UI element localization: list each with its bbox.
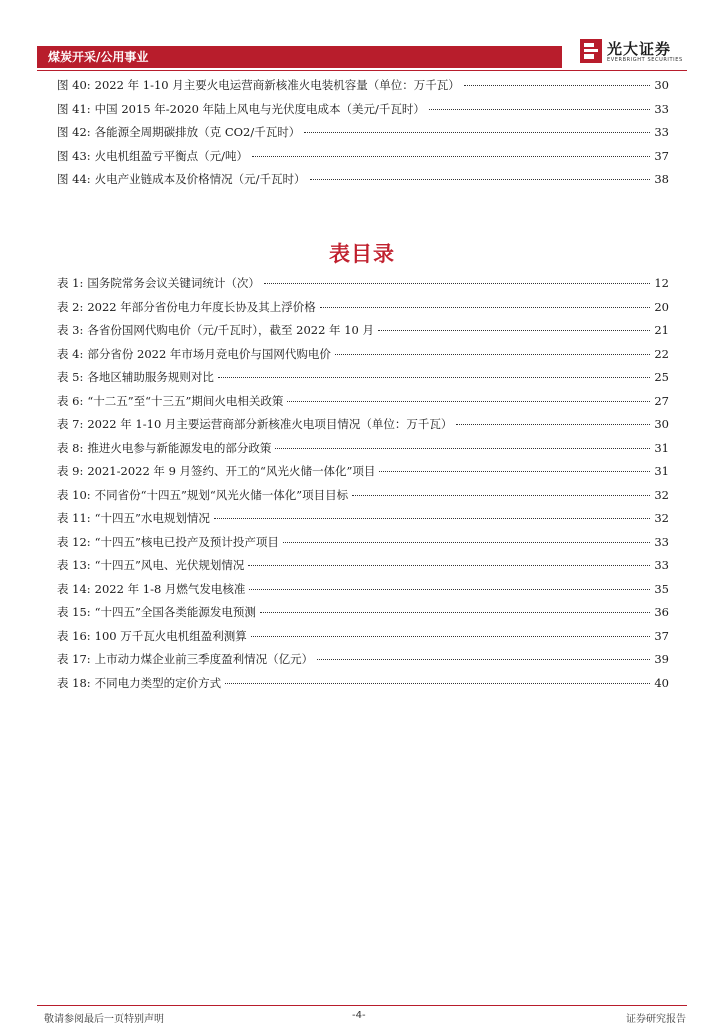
- entry-page: 38: [654, 172, 669, 186]
- entry-title: “十四五”风电、光伏规划情况: [94, 558, 245, 572]
- table-entry[interactable]: [57, 413, 669, 437]
- entry-label: 表 5:: [57, 370, 84, 384]
- table-entry[interactable]: [57, 507, 669, 531]
- entry-label: 表 9:: [57, 464, 84, 478]
- footer-report-type: 证券研究报告: [626, 1014, 686, 1025]
- table-entry[interactable]: [57, 437, 669, 461]
- entry-title: 中国 2015 年-2020 年陆上风电与光伏度电成本（美元/千瓦时）: [94, 101, 425, 116]
- entry-title: 100 万千瓦火电机组盈利测算: [94, 628, 247, 643]
- table-entry[interactable]: [57, 390, 669, 414]
- footer-disclaimer: 敬请参阅最后一页特别声明: [44, 1014, 164, 1025]
- dot-leader: [310, 179, 651, 180]
- entry-page: 25: [654, 370, 669, 384]
- entry-label: 表 15:: [57, 605, 91, 619]
- entry-title: 2022 年 1-10 月主要火电运营商新核准火电装机容量（单位：万千瓦）: [94, 78, 460, 92]
- entry-page: 39: [654, 652, 669, 666]
- entry-page: 32: [654, 487, 669, 502]
- table-entry[interactable]: [57, 272, 669, 296]
- entry-title: 2022 年部分省份电力年度长协及其上浮价格: [87, 299, 316, 314]
- dot-leader: [335, 354, 650, 355]
- entry-page: 33: [654, 534, 669, 549]
- dot-leader: [275, 448, 650, 449]
- table-entry[interactable]: [57, 578, 669, 602]
- entry-page: 40: [654, 675, 669, 690]
- table-entry[interactable]: [57, 554, 669, 578]
- entry-page: 37: [654, 148, 669, 163]
- logo-mark-icon: [579, 38, 603, 64]
- entry-page: 35: [654, 581, 669, 596]
- dot-leader: [214, 518, 650, 519]
- figure-entry[interactable]: [57, 74, 669, 98]
- entry-label: 表 11:: [57, 511, 91, 525]
- figure-entry[interactable]: [57, 168, 669, 192]
- entry-page: 33: [654, 125, 669, 139]
- table-entry[interactable]: [57, 296, 669, 320]
- entry-page: 31: [654, 464, 669, 478]
- entry-title: 国务院常务会议关键词统计（次）: [87, 276, 260, 290]
- entry-label: 表 8:: [57, 440, 84, 455]
- entry-label: 图 42:: [57, 125, 91, 139]
- figure-entry[interactable]: [57, 98, 669, 122]
- entry-title: 2022 年 1-10 月主要运营商部分新核准火电项目情况（单位：万千瓦）: [87, 417, 453, 431]
- tables-list: [57, 272, 669, 695]
- entry-label: 表 13:: [57, 558, 91, 572]
- dot-leader: [320, 307, 651, 308]
- dot-leader: [248, 565, 650, 566]
- dot-leader: [225, 683, 650, 684]
- entry-label: 图 41:: [57, 101, 91, 116]
- entry-page: 36: [654, 605, 669, 619]
- entry-title: 2022 年 1-8 月燃气发电核准: [94, 581, 246, 596]
- entry-label: 图 43:: [57, 148, 91, 163]
- entry-title: 2021-2022 年 9 月签约、开工的“风光火储一体化”项目: [87, 464, 376, 478]
- entry-title: “十四五”全国各类能源发电预测: [94, 605, 256, 619]
- entry-title: 火电机组盈亏平衡点（元/吨）: [94, 148, 249, 163]
- entry-label: 表 1:: [57, 276, 84, 290]
- entry-page: 30: [654, 417, 669, 431]
- dot-leader: [260, 612, 650, 613]
- entry-page: 33: [654, 558, 669, 572]
- tables-heading: 表目录: [329, 242, 395, 266]
- dot-leader: [456, 424, 650, 425]
- dot-leader: [249, 589, 650, 590]
- table-entry[interactable]: [57, 343, 669, 367]
- entry-title: “十四五”水电规划情况: [94, 511, 210, 525]
- page-number: -4-: [352, 1010, 366, 1021]
- footer-divider: [37, 1005, 687, 1006]
- table-entry[interactable]: [57, 460, 669, 484]
- entry-label: 表 18:: [57, 675, 91, 690]
- entry-label: 表 7:: [57, 417, 84, 431]
- entry-title: 部分省份 2022 年市场月竞电价与国网代购电价: [87, 346, 331, 361]
- dot-leader: [378, 330, 650, 331]
- dot-leader: [218, 377, 651, 378]
- entry-page: 33: [654, 101, 669, 116]
- entry-page: 12: [654, 276, 669, 290]
- entry-label: 图 44:: [57, 172, 91, 186]
- entry-page: 32: [654, 511, 669, 525]
- entry-page: 30: [654, 78, 669, 92]
- entry-title: “十四五”核电已投产及预计投产项目: [94, 534, 279, 549]
- entry-page: 27: [654, 393, 669, 408]
- entry-label: 图 40:: [57, 78, 91, 92]
- table-entry[interactable]: [57, 319, 669, 343]
- table-entry[interactable]: [57, 366, 669, 390]
- entry-page: 31: [654, 440, 669, 455]
- logo-text: 光大证券: [607, 40, 672, 58]
- entry-title: “十二五”至“十三五”期间火电相关政策: [87, 393, 284, 408]
- dot-leader: [464, 85, 651, 86]
- company-logo: [579, 36, 691, 66]
- entry-page: 21: [654, 323, 669, 337]
- figure-entry[interactable]: [57, 145, 669, 169]
- entry-title: 上市动力煤企业前三季度盈利情况（亿元）: [94, 652, 314, 666]
- entry-label: 表 3:: [57, 323, 84, 337]
- dot-leader: [264, 283, 651, 284]
- table-entry[interactable]: [57, 625, 669, 649]
- entry-page: 22: [654, 346, 669, 361]
- dot-leader: [252, 156, 650, 157]
- entry-title: 不同省份“十四五”规划“风光火储一体化”项目目标: [94, 487, 349, 502]
- entry-page: 37: [654, 628, 669, 643]
- entry-label: 表 2:: [57, 299, 84, 314]
- table-entry[interactable]: [57, 531, 669, 555]
- table-entry[interactable]: [57, 484, 669, 508]
- dot-leader: [287, 401, 650, 402]
- dot-leader: [379, 471, 650, 472]
- entry-title: 各能源全周期碳排放（克 CO2/千瓦时）: [94, 125, 301, 139]
- dot-leader: [317, 659, 650, 660]
- dot-leader: [352, 495, 650, 496]
- table-entry[interactable]: [57, 601, 669, 625]
- dot-leader: [251, 636, 651, 637]
- header-section-title: 煤炭开采/公用事业: [48, 50, 149, 64]
- figures-list: [57, 74, 669, 192]
- entry-label: 表 17:: [57, 652, 91, 666]
- figure-entry[interactable]: [57, 121, 669, 145]
- dot-leader: [304, 132, 650, 133]
- entry-label: 表 14:: [57, 581, 91, 596]
- entry-page: 20: [654, 299, 669, 314]
- header-divider: [37, 70, 687, 71]
- entry-label: 表 16:: [57, 628, 91, 643]
- entry-label: 表 4:: [57, 346, 84, 361]
- entry-label: 表 10:: [57, 487, 91, 502]
- entry-title: 火电产业链成本及价格情况（元/千瓦时）: [94, 172, 306, 186]
- entry-title: 各省份国网代购电价（元/千瓦时），截至 2022 年 10 月: [87, 323, 375, 337]
- dot-leader: [429, 109, 650, 110]
- logo-subtext: EVERBRIGHT SECURITIES: [607, 57, 683, 63]
- dot-leader: [283, 542, 650, 543]
- entry-title: 不同电力类型的定价方式: [94, 675, 222, 690]
- table-entry[interactable]: [57, 648, 669, 672]
- entry-title: 推进火电参与新能源发电的部分政策: [87, 440, 272, 455]
- table-entry[interactable]: [57, 672, 669, 696]
- entry-label: 表 12:: [57, 534, 91, 549]
- entry-title: 各地区辅助服务规则对比: [87, 370, 214, 384]
- entry-label: 表 6:: [57, 393, 84, 408]
